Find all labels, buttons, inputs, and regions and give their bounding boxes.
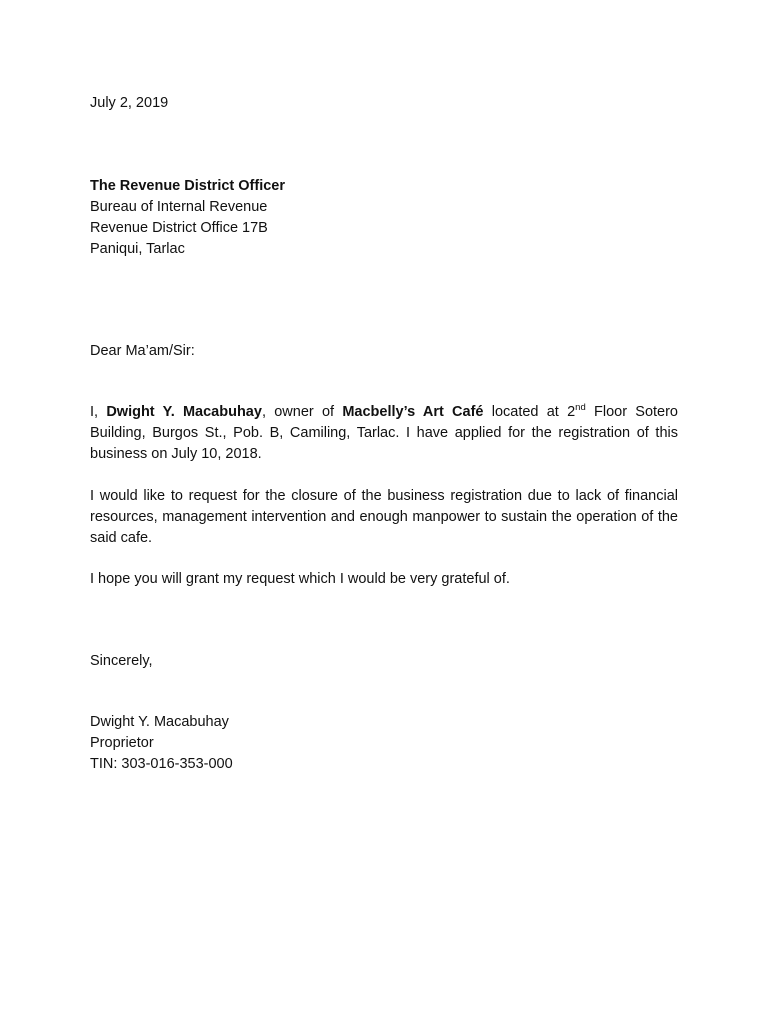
recipient-location: Paniqui, Tarlac <box>90 241 185 257</box>
owner-name: Dwight Y. Macabuhay <box>106 404 262 420</box>
paragraph1-pre: I, <box>90 404 107 420</box>
paragraph2-text: I would like to request for the closure of the business registration due to lack of financial resources, management intervention and enough manpower to sustain the operation of the said cafe. <box>90 488 678 546</box>
signature-block <box>90 712 678 775</box>
recipient-office: Revenue District Office 17B <box>90 220 268 236</box>
closing: Sincerely, <box>90 653 153 669</box>
signatory-position: Proprietor <box>90 735 154 751</box>
paragraph1-location-post: Floor Sotero Building, Burgos St., Pob. B, Camiling, Tarlac. I have applied for the registration of this business on July 10, 2018. <box>90 404 678 462</box>
closing-block <box>90 651 678 672</box>
recipient-title: The Revenue District Officer <box>90 178 285 194</box>
signatory-tin: TIN: 303-016-353-000 <box>90 756 233 772</box>
salutation-block <box>90 341 678 362</box>
business-name: Macbelly’s Art Café <box>342 404 484 420</box>
paragraph1-mid: , owner of <box>261 404 343 420</box>
recipient-address <box>90 176 678 260</box>
recipient-agency: Bureau of Internal Revenue <box>90 199 268 215</box>
paragraph-closure-request <box>90 486 678 549</box>
paragraph-gratitude <box>90 569 678 590</box>
floor-ordinal-suffix: nd <box>575 402 586 414</box>
signatory-name: Dwight Y. Macabuhay <box>90 714 229 730</box>
letter-date-block <box>90 93 678 114</box>
letter-date: July 2, 2019 <box>90 95 169 111</box>
paragraph-business-registration <box>90 402 678 465</box>
paragraph3-text: I hope you will grant my request which I would be very grateful of. <box>90 571 510 587</box>
paragraph1-location-pre: located at 2 <box>483 404 576 420</box>
salutation: Dear Ma’am/Sir: <box>90 343 195 359</box>
